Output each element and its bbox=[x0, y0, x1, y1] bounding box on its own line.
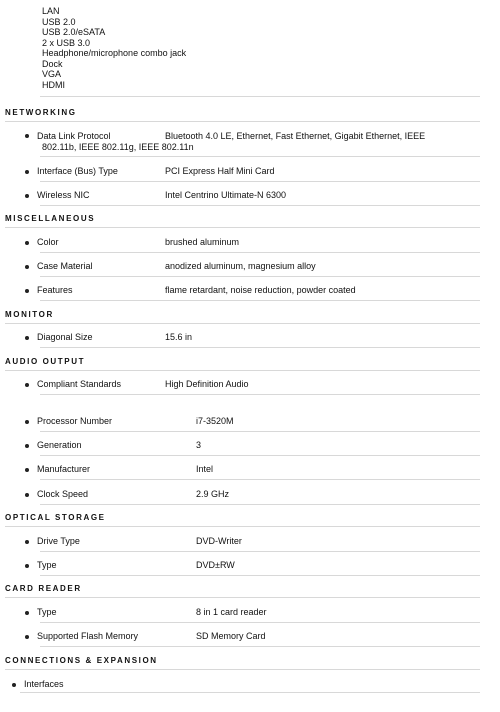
section-heading-miscellaneous: MISCELLANEOUS bbox=[5, 214, 96, 223]
spec-value: DVD±RW bbox=[196, 560, 235, 570]
bullet bbox=[25, 241, 29, 245]
spec-label: Color bbox=[37, 237, 59, 247]
spec-label: Diagonal Size bbox=[37, 332, 93, 342]
port-item: VGA bbox=[42, 69, 62, 79]
divider bbox=[40, 646, 480, 647]
bullet bbox=[25, 540, 29, 544]
spec-label: Supported Flash Memory bbox=[37, 631, 139, 641]
spec-label: Type bbox=[37, 607, 57, 617]
divider bbox=[40, 551, 480, 552]
bullet bbox=[25, 420, 29, 424]
bullet bbox=[25, 564, 29, 568]
bullet bbox=[25, 134, 29, 138]
divider bbox=[40, 347, 480, 348]
divider bbox=[40, 622, 480, 623]
bullet bbox=[25, 635, 29, 639]
spec-value: anodized aluminum, magnesium alloy bbox=[165, 261, 316, 271]
spec-value: 15.6 in bbox=[165, 332, 193, 342]
spec-label: Manufacturer bbox=[37, 464, 91, 474]
spec-value: SD Memory Card bbox=[196, 631, 266, 641]
port-item: LAN bbox=[42, 6, 60, 16]
spec-value: PCI Express Half Mini Card bbox=[165, 166, 275, 176]
spec-label: Features bbox=[37, 285, 73, 295]
port-item: Headphone/microphone combo jack bbox=[42, 48, 187, 58]
divider bbox=[5, 669, 480, 670]
bullet bbox=[25, 336, 29, 340]
divider bbox=[5, 597, 480, 598]
section-heading-networking: NETWORKING bbox=[5, 108, 77, 117]
spec-label: Generation bbox=[37, 440, 82, 450]
spec-value: Intel Centrino Ultimate-N 6300 bbox=[165, 190, 287, 200]
spec-value: i7-3520M bbox=[196, 416, 234, 426]
bullet bbox=[12, 683, 16, 687]
spec-label: Drive Type bbox=[37, 536, 80, 546]
divider bbox=[5, 526, 480, 527]
bullet bbox=[25, 468, 29, 472]
spec-value: High Definition Audio bbox=[165, 379, 249, 389]
section-heading-card-reader: CARD READER bbox=[5, 584, 82, 593]
port-item: Dock bbox=[42, 58, 63, 69]
spec-label: Wireless NIC bbox=[37, 190, 90, 200]
spec-value-continued: 802.11b, IEEE 802.11g, IEEE 802.11n bbox=[42, 142, 194, 152]
spec-value: Bluetooth 4.0 LE, Ethernet, Fast Ethernet, Gigabit Ethernet, IEEE bbox=[165, 131, 426, 141]
section-heading-audio-output: AUDIO OUTPUT bbox=[5, 357, 86, 366]
spec-label: Type bbox=[37, 560, 57, 570]
bullet bbox=[25, 194, 29, 198]
spec-value: 8 in 1 card reader bbox=[196, 607, 267, 617]
bullet bbox=[25, 289, 29, 293]
bullet bbox=[25, 444, 29, 448]
spec-value: flame retardant, noise reduction, powder coated bbox=[165, 285, 356, 295]
spec-label: Interfaces bbox=[24, 679, 64, 689]
divider bbox=[40, 479, 480, 480]
spec-label: Case Material bbox=[37, 261, 93, 271]
divider bbox=[40, 575, 480, 576]
spec-value: DVD-Writer bbox=[196, 536, 242, 546]
bullet bbox=[25, 170, 29, 174]
bullet bbox=[25, 265, 29, 269]
ports-list bbox=[42, 6, 186, 90]
section-heading-optical-storage: OPTICAL STORAGE bbox=[5, 513, 106, 522]
divider bbox=[40, 300, 480, 301]
spec-label: Data Link Protocol bbox=[37, 131, 111, 141]
divider bbox=[5, 323, 480, 324]
divider bbox=[40, 394, 480, 395]
divider bbox=[40, 455, 480, 456]
divider bbox=[5, 227, 480, 228]
spec-value: 2.9 GHz bbox=[196, 489, 230, 499]
divider bbox=[40, 431, 480, 432]
spec-label: Processor Number bbox=[37, 416, 113, 426]
divider bbox=[40, 504, 480, 505]
spec-label: Interface (Bus) Type bbox=[37, 166, 118, 176]
port-item: USB 2.0 bbox=[42, 16, 76, 27]
divider bbox=[40, 276, 480, 277]
section-heading-connections-expansion: CONNECTIONS & EXPANSION bbox=[5, 656, 158, 665]
spec-value: 3 bbox=[196, 440, 202, 450]
spec-value: Intel bbox=[196, 464, 214, 474]
spec-label: Compliant Standards bbox=[37, 379, 122, 389]
divider bbox=[40, 252, 480, 253]
spec-value: brushed aluminum bbox=[165, 237, 240, 247]
bullet bbox=[25, 383, 29, 387]
port-item: 2 x USB 3.0 bbox=[42, 37, 91, 48]
divider bbox=[5, 121, 480, 122]
section-heading-monitor: MONITOR bbox=[5, 310, 54, 319]
divider bbox=[5, 370, 480, 371]
bullet bbox=[25, 493, 29, 497]
divider bbox=[40, 96, 480, 97]
port-item: USB 2.0/eSATA bbox=[42, 27, 106, 37]
port-item: HDMI bbox=[42, 79, 65, 90]
divider bbox=[40, 156, 480, 157]
divider bbox=[40, 181, 480, 182]
divider bbox=[20, 692, 480, 693]
divider bbox=[40, 205, 480, 206]
bullet bbox=[25, 611, 29, 615]
spec-label: Clock Speed bbox=[37, 489, 89, 499]
